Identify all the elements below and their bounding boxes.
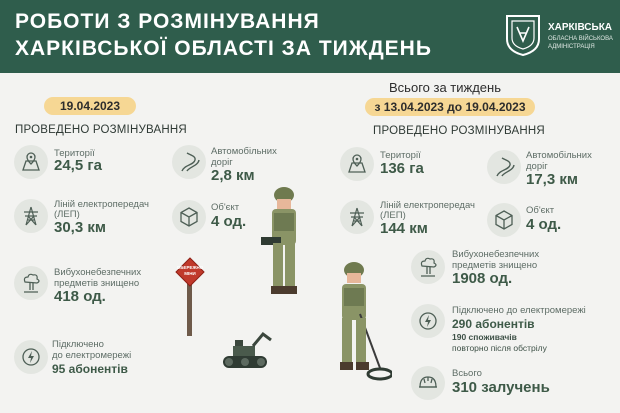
- warning-sign-line2: МІНИ: [184, 271, 196, 276]
- week-objects-label: Об'єкт: [526, 205, 555, 216]
- day-connected-value: 95 абонентів: [52, 362, 128, 376]
- day-section-label: ПРОВЕДЕНО РОЗМІНУВАННЯ: [15, 124, 187, 136]
- explosion-icon: [417, 256, 439, 278]
- week-explosives-value: 1908 од.: [452, 270, 513, 287]
- week-objects-icon-wrap: [487, 203, 521, 237]
- day-explosives-value: 418 од.: [54, 288, 106, 305]
- week-connected-icon-wrap: [411, 304, 445, 338]
- map-pin-icon: [20, 151, 42, 173]
- week-territory-icon-wrap: [340, 147, 374, 181]
- sapper-with-remote-illustration: [258, 185, 310, 300]
- week-title: Всього за тиждень: [389, 80, 501, 95]
- week-reconnected-count: 190 споживачів: [452, 332, 517, 342]
- roads-icon-wrap: [172, 145, 206, 179]
- plug-icon: [417, 310, 439, 332]
- page-title-line2: ХАРКІВСЬКОЇ ОБЛАСТІ ЗА ТИЖДЕНЬ: [15, 37, 432, 60]
- week-explosives-label-1: Вибухонебезпечних: [452, 249, 540, 260]
- day-connected-label-1: Підключено: [52, 339, 104, 350]
- road-icon: [493, 156, 515, 178]
- map-pin-icon: [346, 153, 368, 175]
- week-territory-label: Території: [380, 150, 421, 161]
- week-reconnected-note: повторно після обстрілу: [452, 343, 547, 353]
- week-objects-value: 4 од.: [526, 216, 562, 233]
- week-total-label: Всього: [452, 368, 482, 379]
- header-banner: [0, 0, 620, 73]
- warning-sign-text: [176, 265, 204, 277]
- coat-of-arms-icon: [503, 13, 543, 57]
- cube-icon: [493, 209, 515, 231]
- week-power-lines-value: 144 км: [380, 220, 428, 237]
- week-section-label: ПРОВЕДЕНО РОЗМІНУВАННЯ: [373, 125, 545, 137]
- week-connected-value: 290 абонентів: [452, 317, 535, 331]
- day-roads-label-1: Автомобільних: [211, 146, 277, 157]
- day-explosives-label-2: предметів знищено: [54, 278, 140, 289]
- day-territory-label: Території: [54, 148, 95, 159]
- helmet-icon: [417, 372, 439, 394]
- day-roads-label-2: доріг: [211, 157, 233, 168]
- sapper-with-detector-illustration: [330, 258, 392, 388]
- power-lines-icon-wrap: [14, 199, 48, 233]
- territory-icon-wrap: [14, 145, 48, 179]
- day-objects-value: 4 од.: [211, 213, 247, 230]
- week-roads-value: 17,3 км: [526, 171, 578, 188]
- org-subtitle-line1: ОБЛАСНА ВІЙСЬКОВА: [548, 36, 613, 42]
- week-total-icon-wrap: [411, 366, 445, 400]
- warning-sign-line1: ОБЕРЕЖНО: [176, 265, 204, 270]
- day-power-lines-label-1: Ліній електропередач: [54, 199, 149, 210]
- week-roads-label-1: Автомобільних: [526, 150, 592, 161]
- week-connected-label: Підключено до електромережі: [452, 305, 586, 316]
- week-roads-icon-wrap: [487, 150, 521, 184]
- week-power-lines-label-1: Ліній електропередач: [380, 200, 475, 211]
- day-territory-value: 24,5 га: [54, 157, 102, 174]
- week-period-badge: з 13.04.2023 до 19.04.2023: [365, 98, 535, 116]
- power-tower-icon: [20, 205, 42, 227]
- road-icon: [178, 151, 200, 173]
- day-date-badge: 19.04.2023: [44, 97, 136, 115]
- plug-icon: [20, 346, 42, 368]
- week-power-lines-label-2: (ЛЕП): [380, 210, 406, 221]
- day-explosives-label-1: Вибухонебезпечних: [54, 267, 142, 278]
- demining-robot-illustration: [215, 326, 275, 376]
- cube-icon: [178, 206, 200, 228]
- week-explosives-icon-wrap: [411, 250, 445, 284]
- week-total-value: 310 залучень: [452, 379, 550, 396]
- week-territory-value: 136 га: [380, 160, 424, 177]
- explosion-icon: [20, 272, 42, 294]
- explosives-icon-wrap: [14, 266, 48, 300]
- week-explosives-label-2: предметів знищено: [452, 260, 538, 271]
- day-connected-label-2: до електромережі: [52, 350, 132, 361]
- week-power-lines-icon-wrap: [340, 200, 374, 234]
- connected-icon-wrap: [14, 340, 48, 374]
- org-subtitle-line2: АДМІНІСТРАЦІЯ: [548, 44, 595, 50]
- day-power-lines-label-2: (ЛЕП): [54, 209, 80, 220]
- power-tower-icon: [346, 206, 368, 228]
- day-objects-label: Об'єкт: [211, 202, 240, 213]
- page-title-line1: РОБОТИ З РОЗМІНУВАННЯ: [15, 10, 320, 33]
- org-name: ХАРКІВСЬКА: [548, 22, 613, 33]
- day-power-lines-value: 30,3 км: [54, 219, 106, 236]
- day-roads-value: 2,8 км: [211, 167, 255, 184]
- week-roads-label-2: доріг: [526, 161, 548, 172]
- objects-icon-wrap: [172, 200, 206, 234]
